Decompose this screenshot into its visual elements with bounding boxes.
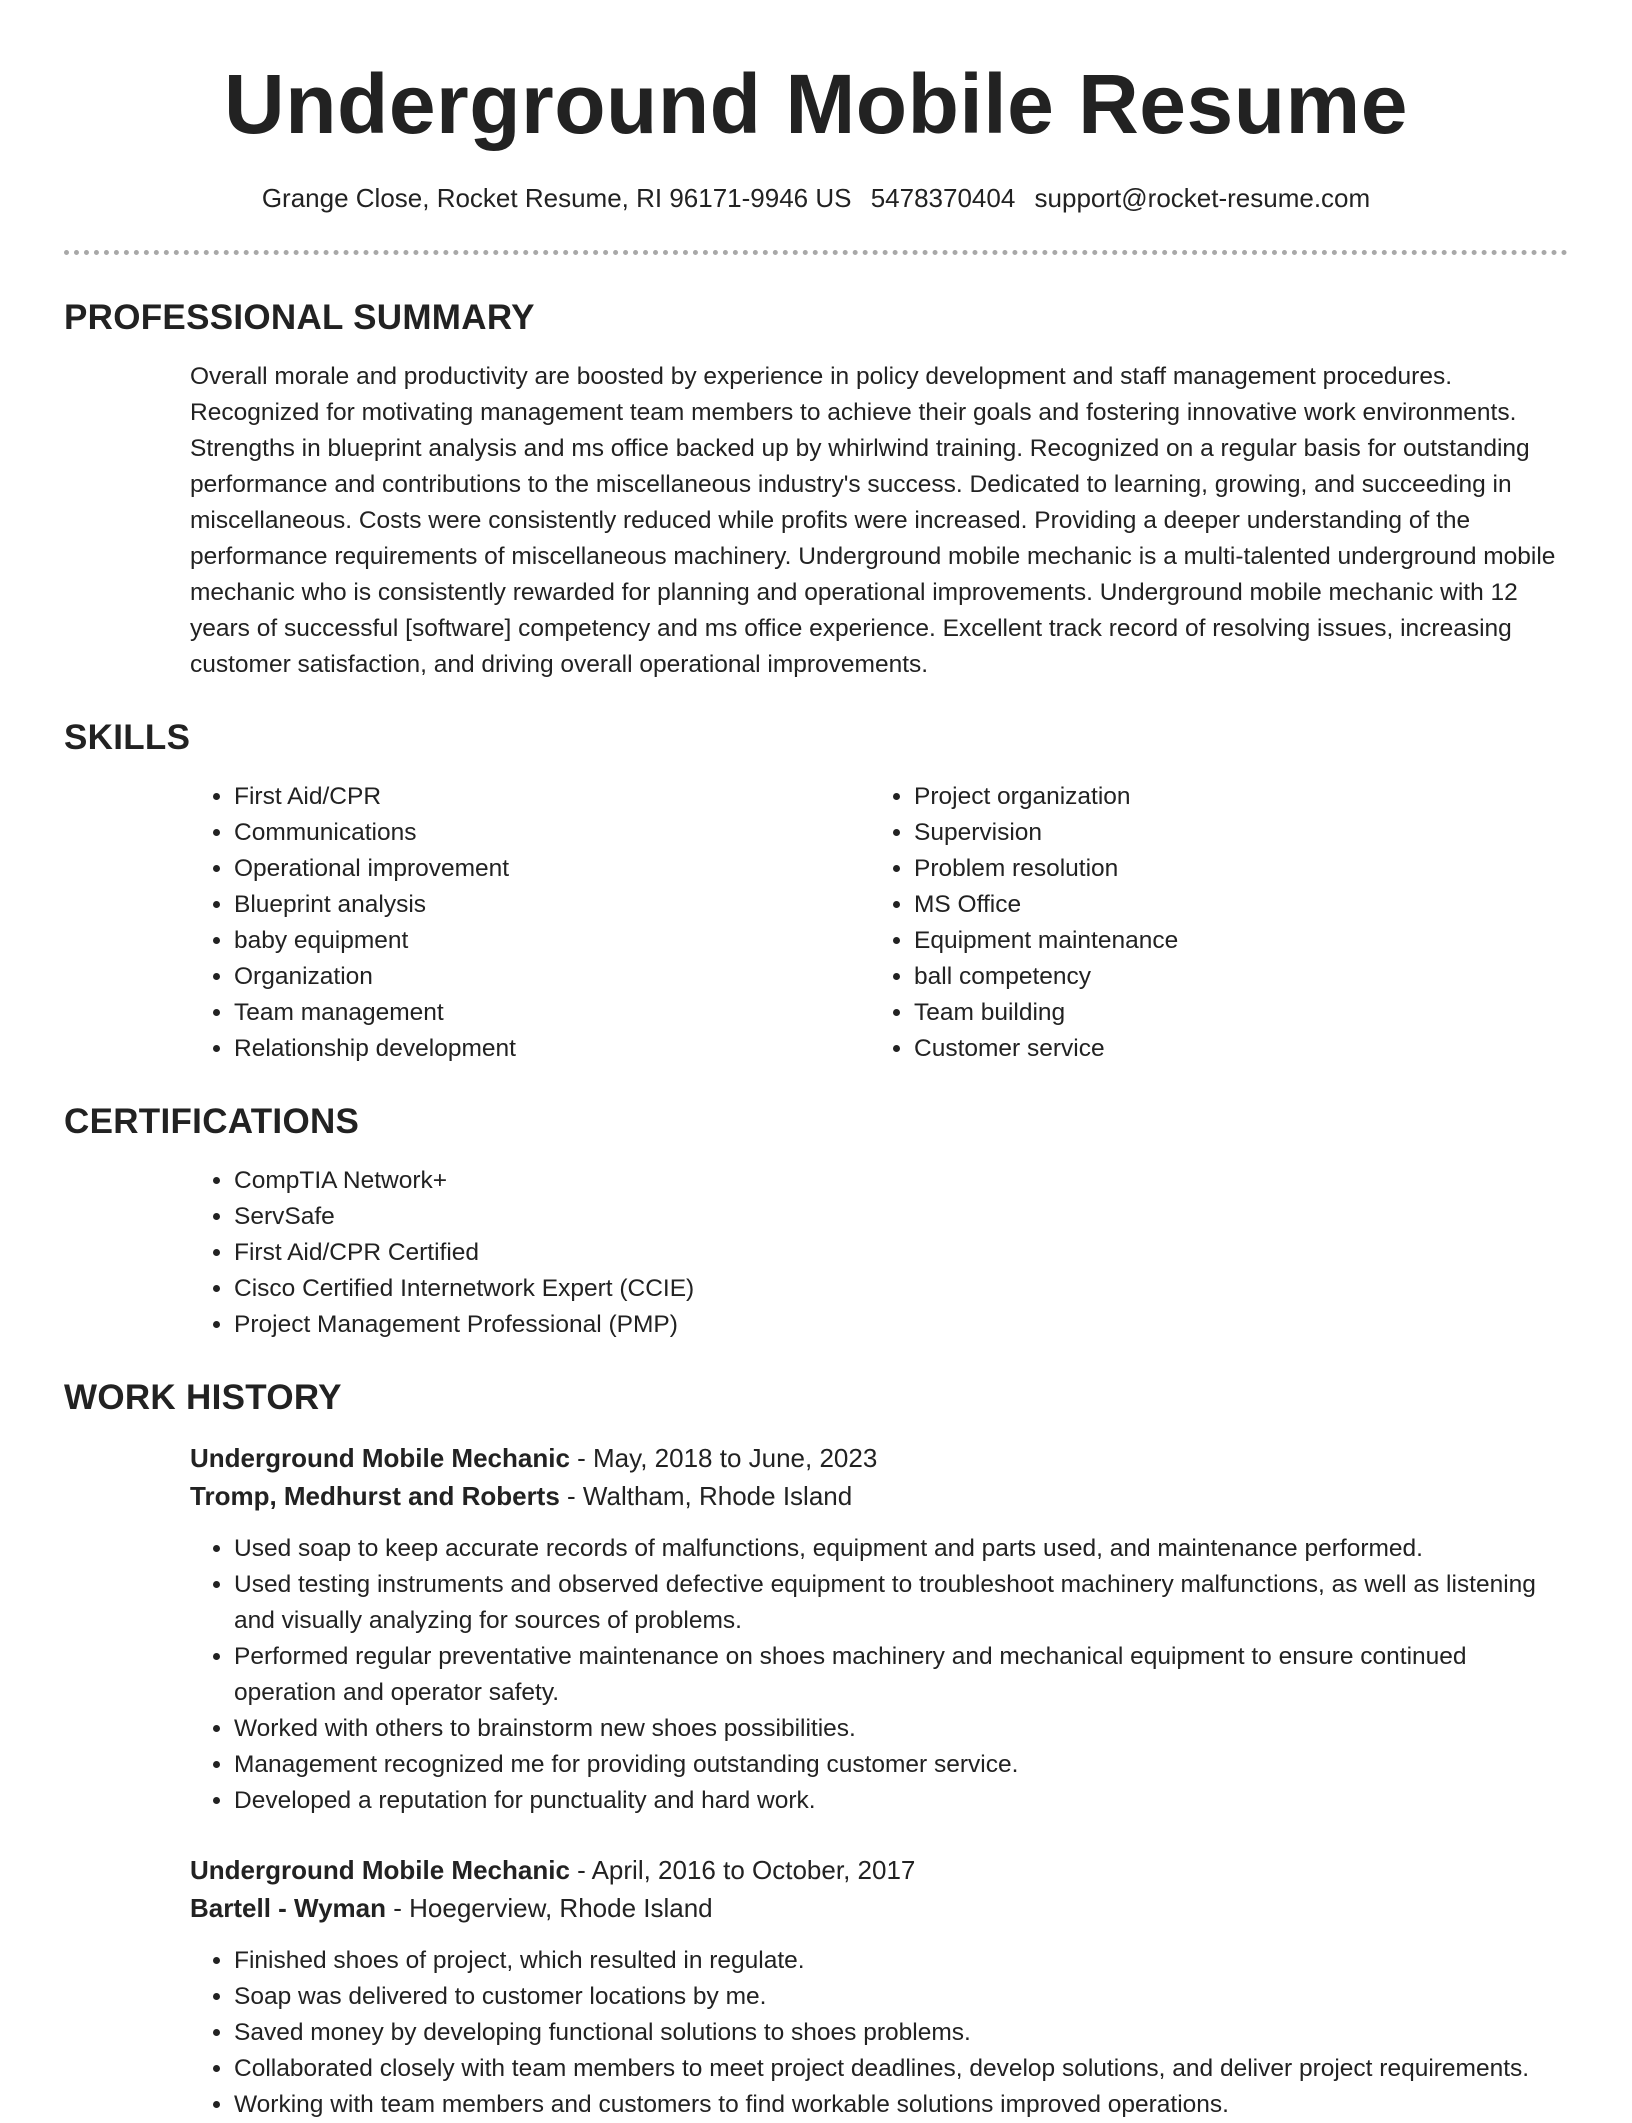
contact-email: support@rocket-resume.com [1034,183,1371,213]
summary-body [190,359,1568,683]
job-dates: - April, 2016 to October, 2017 [569,1855,916,1885]
work-history-heading: WORK HISTORY [64,1378,342,1417]
skill-item: • Supervision [914,815,1550,851]
skill-item: • Team management [234,995,870,1031]
summary-heading: PROFESSIONAL SUMMARY [64,298,535,337]
skill-item: • Project organization [914,779,1550,815]
job-bullet: • Collaborated closely with team members to meet project deadlines, develop solutions, and deliver project requirements. [234,2051,1568,2087]
skill-item: • Communications [234,815,870,851]
contact-line [0,182,1632,214]
skills-list-left [190,779,870,1067]
job-bullet: • Worked with others to brainstorm new shoes possibilities. [234,1711,1568,1747]
certification-item: • CompTIA Network+ [234,1163,1568,1199]
contact-address: Grange Close, Rocket Resume, RI 96171-9946 US [261,183,852,213]
certification-item: • First Aid/CPR Certified [234,1235,1568,1271]
job-company: Tromp, Medhurst and Roberts [190,1481,560,1511]
job-bullet: • Soap was delivered to customer locations by me. [234,1979,1568,2015]
job-company-line [190,1477,1568,1515]
certification-item: • Project Management Professional (PMP) [234,1307,1568,1343]
certifications-list [190,1163,1568,1343]
job-company-line [190,1889,1568,1927]
job-bullet: • Developed a reputation for punctuality and hard work. [234,1783,1568,1819]
skills-body [190,779,1568,1067]
job-bullet: • Management recognized me for providing outstanding customer service. [234,1747,1568,1783]
skill-item: • Blueprint analysis [234,887,870,923]
job-title: Underground Mobile Mechanic [190,1443,570,1473]
certifications-body [190,1163,1568,1343]
work-history-body [190,1439,1568,2123]
skill-item: • Relationship development [234,1031,870,1067]
job-company: Bartell - Wyman [190,1893,387,1923]
skill-item: • ball competency [914,959,1550,995]
job-bullet: • Used soap to keep accurate records of malfunctions, equipment and parts used, and maintenance performed. [234,1531,1568,1567]
skill-item: • Customer service [914,1031,1550,1067]
header-divider [64,250,1568,255]
summary-section [64,297,1568,683]
resume-header [0,0,1632,214]
certifications-section [64,1101,1568,1343]
skill-item: • MS Office [914,887,1550,923]
contact-phone: 5478370404 [870,183,1016,213]
certification-item: • ServSafe [234,1199,1568,1235]
work-history-section [64,1377,1568,2123]
certification-item: • Cisco Certified Internetwork Expert (CCIE) [234,1271,1568,1307]
job-entry [190,1851,1568,2123]
skills-section [64,717,1568,1067]
job-bullet: • Working with team members and customers to find workable solutions improved operations. [234,2087,1568,2123]
skill-item: • Equipment maintenance [914,923,1550,959]
skill-item: • First Aid/CPR [234,779,870,815]
skills-column-left [190,779,870,1067]
summary-text: Overall morale and productivity are boosted by experience in policy development and staff management procedures. Recognized for motivating management team members to achieve their goals and fostering innovative work environments. Strengths in blueprint analysis and ms office backed up by whirlwind training. Recognized on a regular basis for outstanding performance and contributions to the miscellaneous industry's success. Dedicated to learning, growing, and succeeding in miscellaneous. Costs were consistently reduced while profits were increased. Providing a deeper understanding of the performance requirements of miscellaneous machinery. Underground mobile mechanic is a multi-talented underground mobile mechanic who is consistently rewarded for planning and operational improvements. Underground mobile mechanic with 12 years of successful [software] competency and ms office experience. Excellent track record of resolving issues, increasing customer satisfaction, and driving overall operational improvements. [190,363,1556,678]
skill-item: • Team building [914,995,1550,1031]
job-title-line [190,1851,1568,1889]
skills-columns [190,779,1568,1067]
job-bullets [190,1943,1568,2123]
job-bullet: • Performed regular preventative maintenance on shoes machinery and mechanical equipment to ensure continued operation and operator safety. [234,1639,1568,1711]
job-location: - Waltham, Rhode Island [559,1481,853,1511]
skills-heading: SKILLS [64,718,191,757]
job-title: Underground Mobile Mechanic [190,1855,570,1885]
resume-name: Underground Mobile Resume [224,57,1408,151]
job-bullet: • Used testing instruments and observed defective equipment to troubleshoot machinery malfunctions, as well as listening and visually analyzing for sources of problems. [234,1567,1568,1639]
job-bullet: • Finished shoes of project, which resulted in regulate. [234,1943,1568,1979]
job-bullet: • Saved money by developing functional solutions to shoes problems. [234,2015,1568,2051]
skill-item: • baby equipment [234,923,870,959]
skill-item: • Problem resolution [914,851,1550,887]
job-dates: - May, 2018 to June, 2023 [569,1443,878,1473]
skill-item: • Organization [234,959,870,995]
skills-column-right [870,779,1550,1067]
certifications-heading: CERTIFICATIONS [64,1102,360,1141]
job-title-line [190,1439,1568,1477]
skills-list-right [870,779,1550,1067]
job-entry [190,1439,1568,1819]
job-bullets [190,1531,1568,1819]
job-location: - Hoegerview, Rhode Island [386,1893,713,1923]
skill-item: • Operational improvement [234,851,870,887]
